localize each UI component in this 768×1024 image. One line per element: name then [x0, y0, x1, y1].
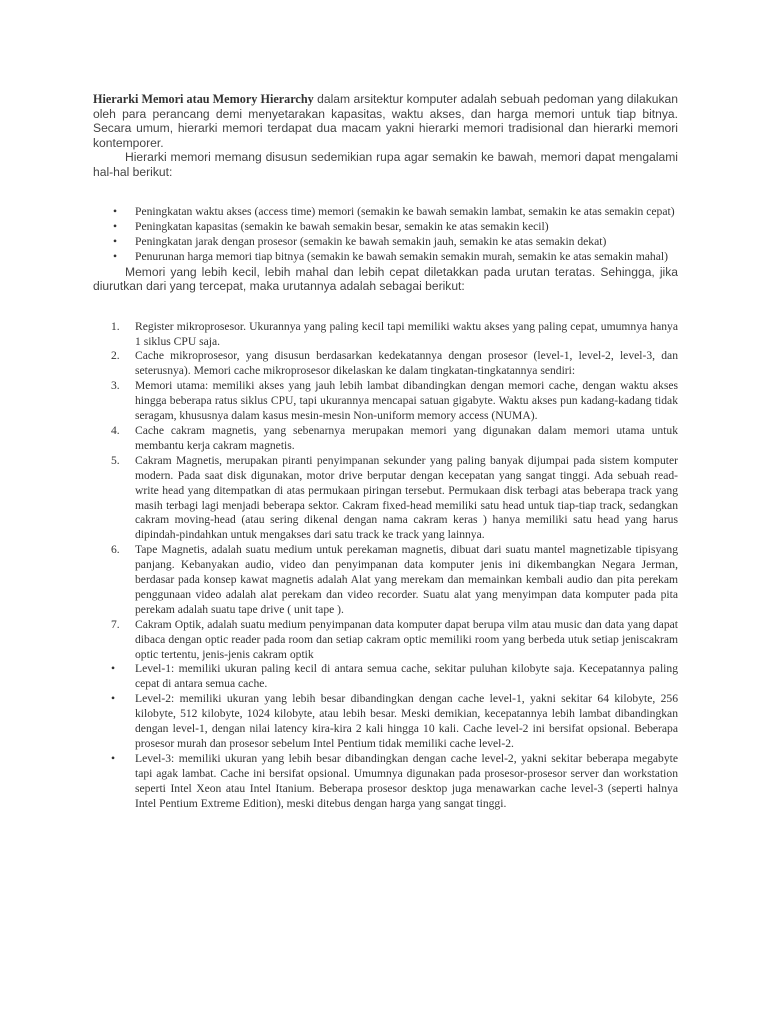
list-item: • Level-1: memiliki ukuran paling kecil di antara semua cache, sekitar puluhan kilobyte saja. Kecepatannya paling cepat di antara semua cache. — [111, 662, 678, 691]
list-item: 4. Cache cakram magnetis, yang sebenarnya merupakan memori yang digunakan dalam memori utama untuk membantu kerja cakram magnetis. — [111, 423, 678, 452]
list-item: 3. Memori utama: memiliki akses yang jauh lebih lambat dibandingkan dengan memori cache, dengan waktu akses hingga beberapa ratus siklus CPU, tapi ukurannya mencapai satuan gigabyte. Waktu akses pun kadang-kadang tidak seragam, khususnya dalam kasus mesin-mesin Non-uniform memory access (NUMA). — [111, 379, 678, 423]
document-page — [93, 92, 678, 812]
list-item: • Level-3: memiliki ukuran yang lebih besar dibandingkan dengan cache level-2, yakni sekitar beberapa megabyte tapi agak lambat. Cache ini bersifat opsional. Umumnya digunakan pada prosesor-prosesor server dan workstation seperti Intel Xeon atau Intel Itanium. Beberapa prosesor desktop juga menawarkan cache level-3 (seperti halnya Intel Pentium Extreme Edition), meski ditebus dengan harga yang sangat tinggi. — [111, 751, 678, 810]
bullet-icon: • — [111, 692, 116, 706]
list-item: 6. Tape Magnetis, adalah suatu medium untuk perekaman magnetis, dibuat dari suatu mantel magnetizable tipisyang panjang. Kebanyakan audio, video dan penyimpanan data komputer jenis ini dikembangkan Negara Jerman, berdasar pada konsep kawat magnetis adalah Alat yang merekam dan memainkan kembali audio dan pita perekam penggunaan video adalah alat perekam dan video recorder. Suatu alat yang menyimpan data komputer pada pita perekam adalah suatu tape drive ( unit tape ). — [111, 543, 678, 616]
intro-paragraph — [93, 92, 678, 150]
list-item: 1. Register mikroprosesor. Ukurannya yang paling kecil tapi memiliki waktu akses yang paling cepat, umumnya hanya 1 siklus CPU saja. — [111, 319, 678, 348]
list-item: 2. Cache mikroprosesor, yang disusun berdasarkan kedekatannya dengan prosesor (level-1, level-2, level-3, dan seterusnya). Memori cache mikroprosesor dikelaskan ke dalam tingkatan-tingkatannya sendiri: — [111, 349, 678, 378]
characteristics-list — [93, 205, 678, 265]
list-item: 5. Cakram Magnetis, merupakan piranti penyimpanan sekunder yang paling banyak dijumpai pada sistem komputer modern. Pada saat disk digunakan, motor drive berputar dengan kecepatan yang sangat tinggi. Ada sebuah read-write head yang ditempatkan di atas permukaan piringan tersebut. Permukaan disk terbagi atas beberapa track yang masih terbagi lagi menjadi beberapa sektor. Cakram fixed-head memiliki satu head untuk tiap-tiap track, sedangkan cakram moving-head (atau sering dikenal dengan nama cakram keras ) hanya memiliki satu head yang harus dipindah-pindahkan untuk mengakses dari satu track ke track yang lainnya. — [111, 453, 678, 542]
intro-text: dalam arsitektur komputer adalah sebuah pedoman yang dilakukan oleh para perancang demi menyetarakan kapasitas, waktu akses, dan harga memori untuk tiap bitnya. Secara umum, hierarki memori terdapat dua macam yakni hierarki memori tradisional dan hierarki memori kontemporer. — [93, 92, 678, 150]
intro-paragraph-2: Hierarki memori memang disusun sedemikian rupa agar semakin ke bawah, memori dapat mengalami hal-hal berikut: — [93, 150, 678, 179]
list-item: • Penurunan harga memori tiap bitnya (semakin ke bawah semakin semakin murah, semakin ke atas semakin mahal) — [113, 249, 668, 263]
bullet-icon: • — [113, 205, 118, 218]
bullet-icon: • — [113, 219, 118, 233]
bullet-icon: • — [113, 234, 118, 248]
bullet-icon: • — [111, 751, 116, 765]
list-item: • Peningkatan kapasitas (semakin ke bawah semakin besar, semakin ke atas semakin kecil) — [113, 219, 549, 233]
memory-hierarchy-list — [93, 320, 678, 812]
list-item: 7. Cakram Optik, adalah suatu medium penyimpanan data komputer dapat berupa vilm atau music dan data yang dapat dibaca dengan optic reader pada room dan setiap cakram optic memiliki room yang berbeda utuk setiap jeniscakram optic tertentu, jenis-jenis cakram optik — [111, 617, 678, 661]
bullet-icon: • — [111, 662, 116, 676]
list-item: • Peningkatan jarak dengan prosesor (semakin ke bawah semakin jauh, semakin ke atas semakin dekat) — [113, 234, 607, 248]
list-item: • Peningkatan waktu akses (access time) memori (semakin ke bawah semakin lambat, semakin ke atas semakin cepat) — [113, 205, 675, 218]
intro-lead-term: Hierarki Memori atau Memory Hierarchy — [93, 92, 314, 106]
list-item: • Level-2: memiliki ukuran yang lebih besar dibandingkan dengan cache level-1, yakni sekitar 64 kilobyte, 256 kilobyte, 512 kilobyte, 1024 kilobyte, atau lebih besar. Meski demikian, kecepatannya lebih lambat dibandingkan dengan level-1, dengan nilai latency kira-kira 2 kali hingga 10 kali. Cache level-2 ini bersifat opsional. Beberapa prosesor murah dan prosesor sebelum Intel Pentium tidak memiliki cache level-2. — [111, 692, 678, 750]
bullet-icon: • — [113, 249, 118, 263]
ordering-paragraph: Memori yang lebih kecil, lebih mahal dan lebih cepat diletakkan pada urutan teratas. Sehingga, jika diurutkan dari yang tercepat, maka urutannya adalah sebagai berikut: — [93, 264, 678, 294]
